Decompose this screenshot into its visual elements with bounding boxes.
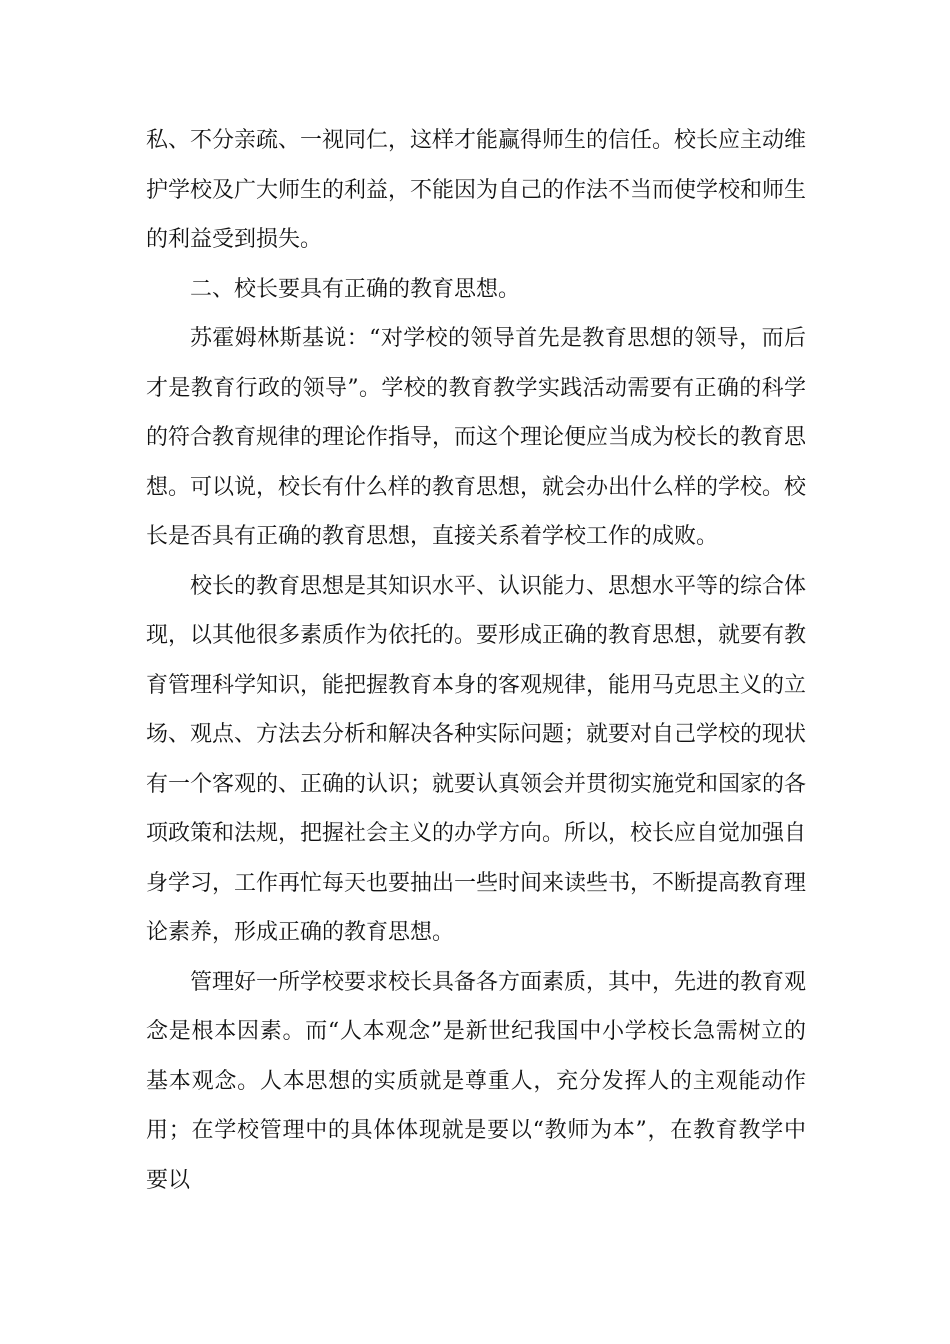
paragraph-5: 管理好一所学校要求校长具备各方面素质，其中，先进的教育观念是根本因素。而“人本观念”是新世纪我国中小学校长急需树立的基本观念。人本思想的实质就是尊重人，充分发挥人的主观能动作用；在学校管理中的具体体现就是要以“教师为本”，在教育教学中要以 — [146, 969, 807, 1193]
paragraph-3: 苏霍姆林斯基说：“对学校的领导首先是教育思想的领导，而后才是教育行政的领导”。学校的教育教学实践活动需要有正确的科学的符合教育规律的理论作指导，而这个理论便应当成为校长的教育思想。可以说，校长有什么样的教育思想，就会办出什么样的学校。校长是否具有正确的教育思想，直接关系着学校工作的成败。 — [146, 326, 807, 549]
paragraph-4: 校长的教育思想是其知识水平、认识能力、思想水平等的综合体现，以其他很多素质作为依托的。要形成正确的教育思想，就要有教育管理科学知识，能把握教育本身的客观规律，能用马克思主义的立场、观点、方法去分析和解决各种实际问题；就要对自己学校的现状有一个客观的、正确的认识；就要认真领会并贯彻实施党和国家的各项政策和法规，把握社会主义的办学方向。所以，校长应自觉加强自身学习，工作再忙每天也要抽出一些时间来读些书，不断提高教育理论素养，形成正确的教育思想。 — [146, 573, 807, 945]
section-heading-2: 二、校长要具有正确的教育思想。 — [190, 276, 521, 302]
paragraph-1: 私、不分亲疏、一视同仁，这样才能赢得师生的信任。校长应主动维护学校及广大师生的利益，不能因为自己的作法不当而使学校和师生的利益受到损失。 — [146, 128, 807, 252]
document-body — [146, 116, 806, 1205]
